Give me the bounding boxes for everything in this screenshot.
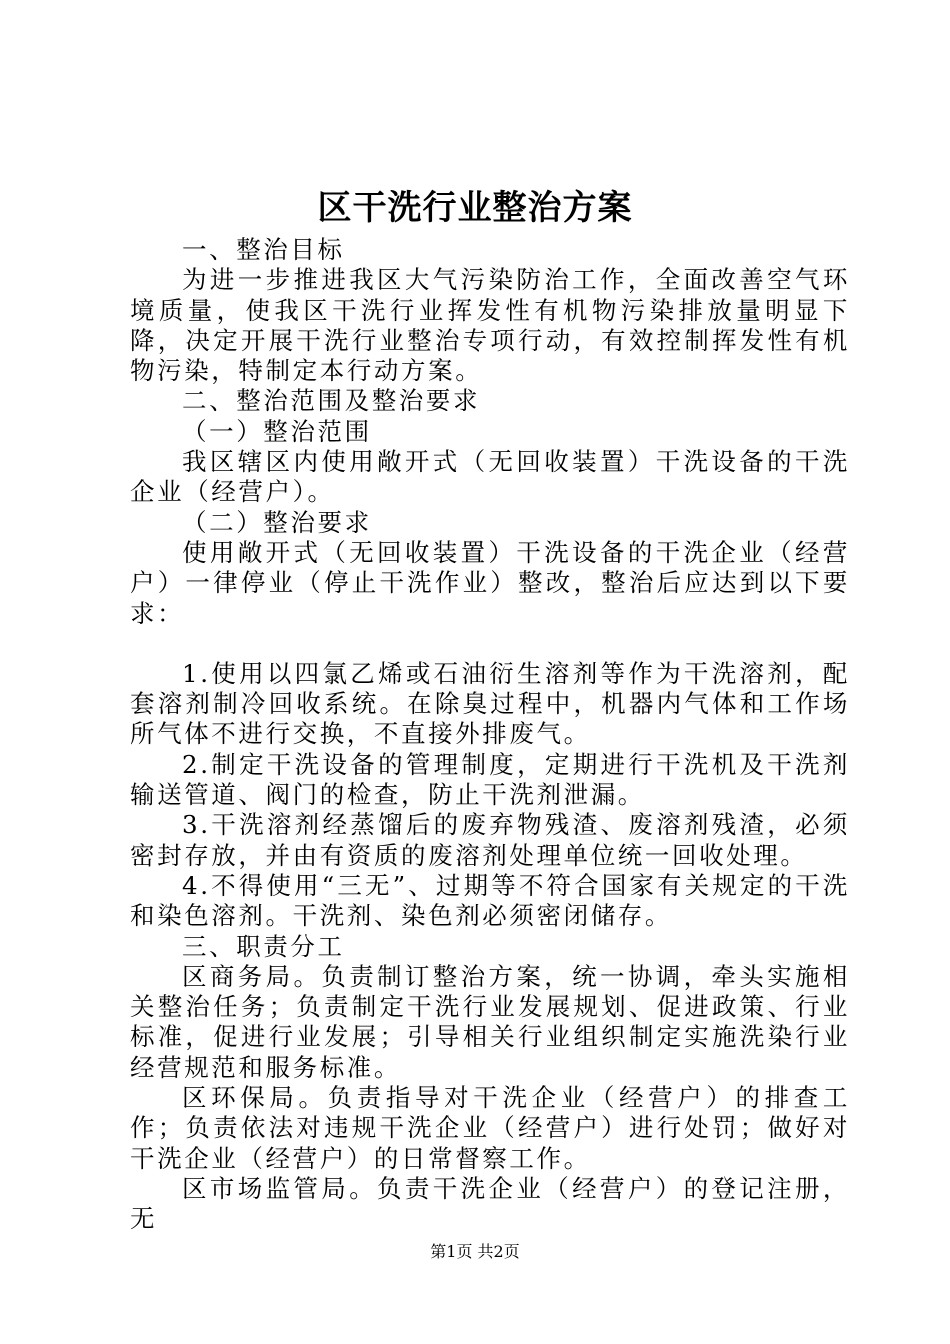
subsection-heading-requirements: （二）整治要求 [182,507,372,537]
paragraph-requirements: 使用敞开式（无回收装置）干洗设备的干洗企业（经营户）一律停业（停止干洗作业）整改，整治后应达到以下要求： [130,537,850,628]
paragraph-commerce-bureau: 区商务局。负责制订整治方案，统一协调，牵头实施相关整治任务；负责制定干洗行业发展规划、促进政策、行业标准，促进行业发展；引导相关行业组织制定实施洗染行业经营规范和服务标准。 [130,961,850,1082]
section-heading-scope: 二、整治范围及整治要求 [182,386,481,416]
paragraph-environment-bureau: 区环保局。负责指导对干洗企业（经营户）的排查工作；负责依法对违规干洗企业（经营户）进行处罚；做好对干洗企业（经营户）的日常督察工作。 [130,1083,850,1173]
paragraph-market-bureau: 区市场监管局。负责干洗企业（经营户）的登记注册，无 [130,1173,850,1234]
section-heading-goals: 一、整治目标 [182,235,345,264]
subsection-heading-scope: （一）整治范围 [182,416,372,446]
document-body [130,235,850,1235]
section-heading-duties: 三、职责分工 [182,931,345,961]
requirement-item-4: 4.不得使用“三无”、过期等不符合国家有关规定的干洗和染色溶剂。干洗剂、染色剂必须密闭储存。 [130,870,850,931]
requirement-item-2: 2.制定干洗设备的管理制度，定期进行干洗机及干洗剂输送管道、阀门的检查，防止干洗剂泄漏。 [130,749,850,810]
document-title: 区干洗行业整治方案 [317,188,633,228]
paragraph-scope: 我区辖区内使用敞开式（无回收装置）干洗设备的干洗企业（经营户）。 [130,447,850,507]
requirement-item-1: 1.使用以四氯乙烯或石油衍生溶剂等作为干洗溶剂，配套溶剂制冷回收系统。在除臭过程中，机器内气体和工作场所气体不进行交换，不直接外排废气。 [130,658,850,749]
paragraph-goals: 为进一步推进我区大气污染防治工作，全面改善空气环境质量，使我区干洗行业挥发性有机物污染排放量明显下降，决定开展干洗行业整治专项行动，有效控制挥发性有机物污染，特制定本行动方案。 [130,265,850,386]
requirement-item-3: 3.干洗溶剂经蒸馏后的废弃物残渣、废溶剂残渣，必须密封存放，并由有资质的废溶剂处理单位统一回收处理。 [130,810,850,870]
page-footer: 第1页 共2页 [430,1242,520,1261]
